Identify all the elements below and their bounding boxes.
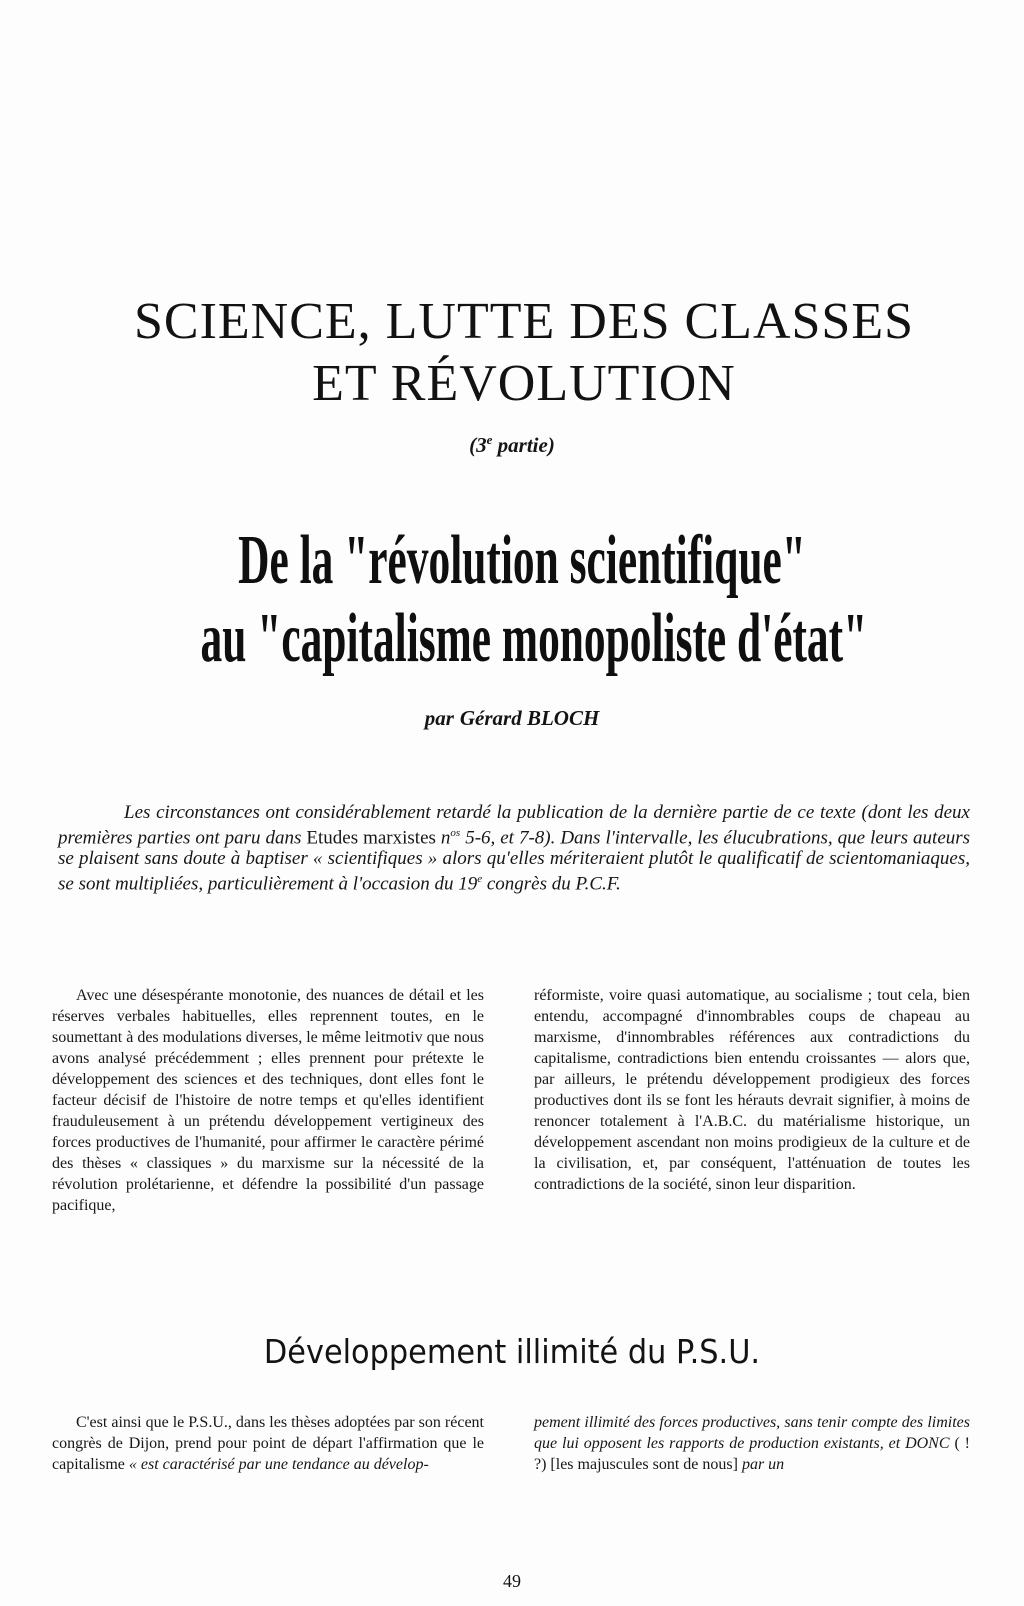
editorial-note-part-2: 5-6, et 7-8). Dans l'intervalle, les élucubrations, que leurs auteurs se plaisent sans doute à baptiser « scientifiques » alors qu'elles mériteraient plutôt le qualificatif de scientomaniaques, se sont multipliées, particulièrement à l'occasion du 19 bbox=[58, 827, 971, 895]
editorial-note-part-1: Les circonstances ont considérablement retardé la publication de la dernière partie de ce texte (dont les deux premières parties ont paru dans bbox=[58, 802, 970, 849]
subtitle-line-1: De la "révolution scientifique" bbox=[238, 522, 806, 599]
author-name: Gérard BLOCH bbox=[459, 706, 600, 730]
byline-prefix: par bbox=[424, 706, 454, 730]
section-right-italic-quote: pement illimité des forces productives, sans tenir compte des limites que lui opposent les rapports de production existants, et DONC bbox=[534, 1414, 970, 1452]
section-left-italic-quote: « est caractérisé par une tendance au dévelop- bbox=[128, 1456, 429, 1473]
page-number: 49 bbox=[503, 1571, 521, 1591]
main-title-line-1: SCIENCE, LUTTE DES CLASSES bbox=[133, 293, 915, 350]
section-right-italic-end: par un bbox=[741, 1456, 785, 1473]
part-open-paren: ( bbox=[469, 433, 477, 457]
subtitle-line-2: au "capitalisme monopoliste d'état" bbox=[200, 600, 868, 677]
section-column-left bbox=[52, 1412, 484, 1475]
body-column-left: Avec une désespérante monotonie, des nuances de détail et les réserves verbales habituelles, elles reprennent toutes, en le soumettant à des modulations diverses, le même leitmotiv que nous avons analysé précédemment ; elles prennent pour prétexte le développement des sciences et des techniques, dont elles font le facteur décisif de l'histoire de notre temps et qu'elles identifient frauduleusement à un prétendu développement vertigineux des forces productives de l'humanité, pour affirmer le caractère périmé des thèses « classiques » du marxisme sur la nécessité de la révolution prolétarienne, et défendre la possibilité d'un passage pacifique, bbox=[52, 987, 484, 1214]
part-close-paren: ) bbox=[547, 433, 555, 457]
main-title-line-2: ET RÉVOLUTION bbox=[312, 355, 736, 412]
editorial-note-part-3: congrès du P.C.F. bbox=[486, 873, 621, 895]
section-left-roman-text: C'est ainsi que le P.S.U., dans les thèses adoptées par son récent congrès de Dijon, prend pour point de départ l'affirmation que le capitalisme bbox=[52, 1414, 484, 1473]
byline bbox=[0, 706, 1024, 731]
journal-name: Etudes marxistes bbox=[306, 827, 436, 849]
body-column-right: réformiste, voire quasi automatique, au socialisme ; tout cela, bien entendu, accompagné d'innombrables coups de chapeau au marxisme, d'innombrables références aux contradictions du capitalisme, contradictions bien entendu croissantes — alors que, par ailleurs, le prétendu développement prodigieux des forces productives dont ils se font les hérauts devrait signifier, à moins de renoncer totalement à l'A.B.C. du matérialisme historique, un développement ascendant non moins prodigieux de la culture et de la civilisation, et, par conséquent, l'atténuation de toutes les contradictions de la société, sinon leur disparition. bbox=[534, 987, 970, 1193]
part-number: 3 bbox=[476, 433, 487, 457]
numero-superscript: os bbox=[450, 827, 461, 839]
section-right-editor-insert: ( ! ?) [les majuscules sont de nous] bbox=[534, 1435, 970, 1473]
part-label bbox=[0, 432, 1024, 458]
part-word: partie bbox=[497, 433, 548, 457]
part-number-superscript: e bbox=[486, 432, 493, 447]
section-heading: Développement illimité du P.S.U. bbox=[263, 1332, 761, 1371]
editorial-note bbox=[58, 802, 970, 895]
congress-superscript: e bbox=[477, 873, 483, 886]
numero-abbreviation: n bbox=[440, 827, 451, 849]
section-column-right bbox=[534, 1412, 970, 1475]
